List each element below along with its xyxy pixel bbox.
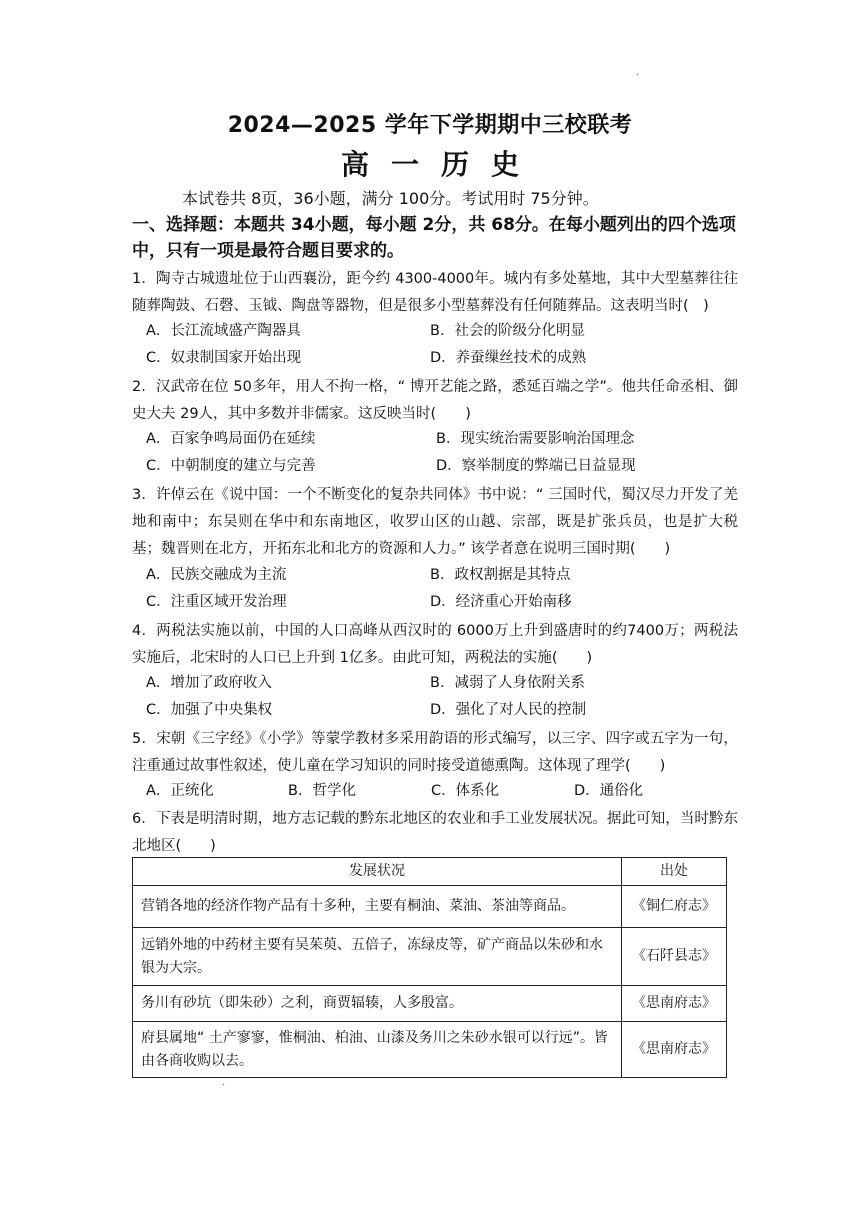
exam-title: 2024—2025 学年下学期期中三校联考 [227, 113, 633, 138]
scan-dot: · [222, 1080, 226, 1091]
exam-intro: 本试卷共 8页，36小题，满分 100分。考试用时 75分钟。 [182, 189, 599, 208]
table-row [133, 986, 727, 1022]
question-2-option-d: D．察举制度的弊端已日益显现 [436, 458, 636, 474]
question-3-option-c: C．注重区域开发治理 [146, 594, 287, 610]
question-2-option-c: C．中朝制度的建立与完善 [146, 458, 316, 474]
section-heading: 一、选择题：本题共 34小题，每小题 2分，共 68分。在每小题列出的四个选项中，只有一项是最符合题目要求的。 [132, 215, 736, 261]
question-1-option-c: C．奴隶制国家开始出现 [146, 350, 302, 366]
question-5-option-a: A．正统化 [146, 783, 214, 799]
question-2-option-b: B．现实统治需要影响治国理念 [436, 431, 635, 447]
subject-title: 高一历史 [340, 148, 541, 181]
question-4-option-c: C．加强了中央集权 [146, 702, 273, 718]
question-4-option-b: B．减弱了人身依附关系 [430, 675, 585, 691]
question-4-option-d: D．强化了对人民的控制 [430, 702, 587, 718]
table-cell-source: 《思南府志》 [622, 986, 727, 1022]
question-6-table [132, 857, 727, 1078]
table-cell-status: 务川有砂坑（即朱砂）之利，商贾辐辏，人多殷富。 [133, 986, 622, 1022]
question-3-stem: 3．许倬云在《说中国：一个不断变化的复杂共同体》书中说：“ 三国时代，蜀汉尽力开发了羌地和南中；东吴则在华中和东南地区，收罗山区的山越、宗部，既是扩张兵员，也是扩大税基；魏晋则在北方，开拓东北和北方的资源和人力。” 该学者意在说明三国时期( ) [132, 487, 738, 557]
question-3-option-d: D．经济重心开始南移 [430, 594, 572, 610]
table-cell-source: 《思南府志》 [622, 1022, 727, 1078]
table-cell-source: 《石阡县志》 [622, 928, 727, 986]
question-3-option-a: A．民族交融成为主流 [146, 567, 287, 583]
question-5-option-b: B．哲学化 [288, 783, 356, 799]
question-5-option-c: C．体系化 [431, 783, 500, 799]
table-cell-status: 远销外地的中药材主要有吴茱萸、五倍子，冻绿皮等，矿产商品以朱砂和水银为大宗。 [133, 928, 622, 986]
table-row [133, 928, 727, 986]
question-3-option-b: B．政权割据是其特点 [430, 567, 571, 583]
question-2-stem: 2．汉武帝在位 50多年，用人不拘一格，“ 博开艺能之路，悉延百端之学”。他共任命丞相、御史大夫 29人，其中多数并非儒家。这反映当时( ) [132, 379, 738, 422]
question-5-stem: 5．宋朝《三字经》《小学》等蒙学教材多采用韵语的形式编写，以三字、四字或五字为一句，注重通过故事性叙述，使儿童在学习知识的同时接受道德熏陶。这体现了理学( ) [132, 731, 738, 774]
question-1-option-b: B．社会的阶级分化明显 [430, 323, 585, 339]
question-1-option-d: D．养蚕缫丝技术的成熟 [430, 350, 587, 366]
question-1-stem: 1．陶寺古城遗址位于山西襄汾，距今约 4300-4000年。城内有多处墓地，其中大型墓葬往往随葬陶鼓、石磬、玉钺、陶盘等器物，但是很多小型墓葬没有任何随葬品。这表明当时( ) [132, 271, 738, 314]
table-header-row [133, 858, 727, 886]
table-cell-status: 府县属地“ 土产寥寥，惟桐油、柏油、山漆及务川之朱砂水银可以行远”。皆由各商收购以去。 [133, 1022, 622, 1078]
scan-dot: · [636, 70, 640, 81]
table-header-source: 出处 [622, 858, 727, 886]
question-5-option-d: D．通俗化 [574, 783, 644, 799]
question-6-stem: 6．下表是明清时期，地方志记载的黔东北地区的农业和手工业发展状况。据此可知，当时黔东北地区( ) [132, 811, 738, 854]
table-row [133, 886, 727, 928]
question-2-option-a: A．百家争鸣局面仍在延续 [146, 431, 316, 447]
question-4-stem: 4．两税法实施以前，中国的人口高峰从西汉时的 6000万上升到盛唐时的约7400万；两税法实施后，北宋时的人口已上升到 1亿多。由此可知，两税法的实施( ) [132, 623, 738, 666]
table-cell-source: 《铜仁府志》 [622, 886, 727, 928]
table-cell-status: 营销各地的经济作物产品有十多种，主要有桐油、菜油、茶油等商品。 [133, 886, 622, 928]
table-row [133, 1022, 727, 1078]
question-1-option-a: A．长江流域盛产陶器具 [146, 323, 301, 339]
question-4-option-a: A．增加了政府收入 [146, 675, 272, 691]
table-header-status: 发展状况 [133, 858, 622, 886]
